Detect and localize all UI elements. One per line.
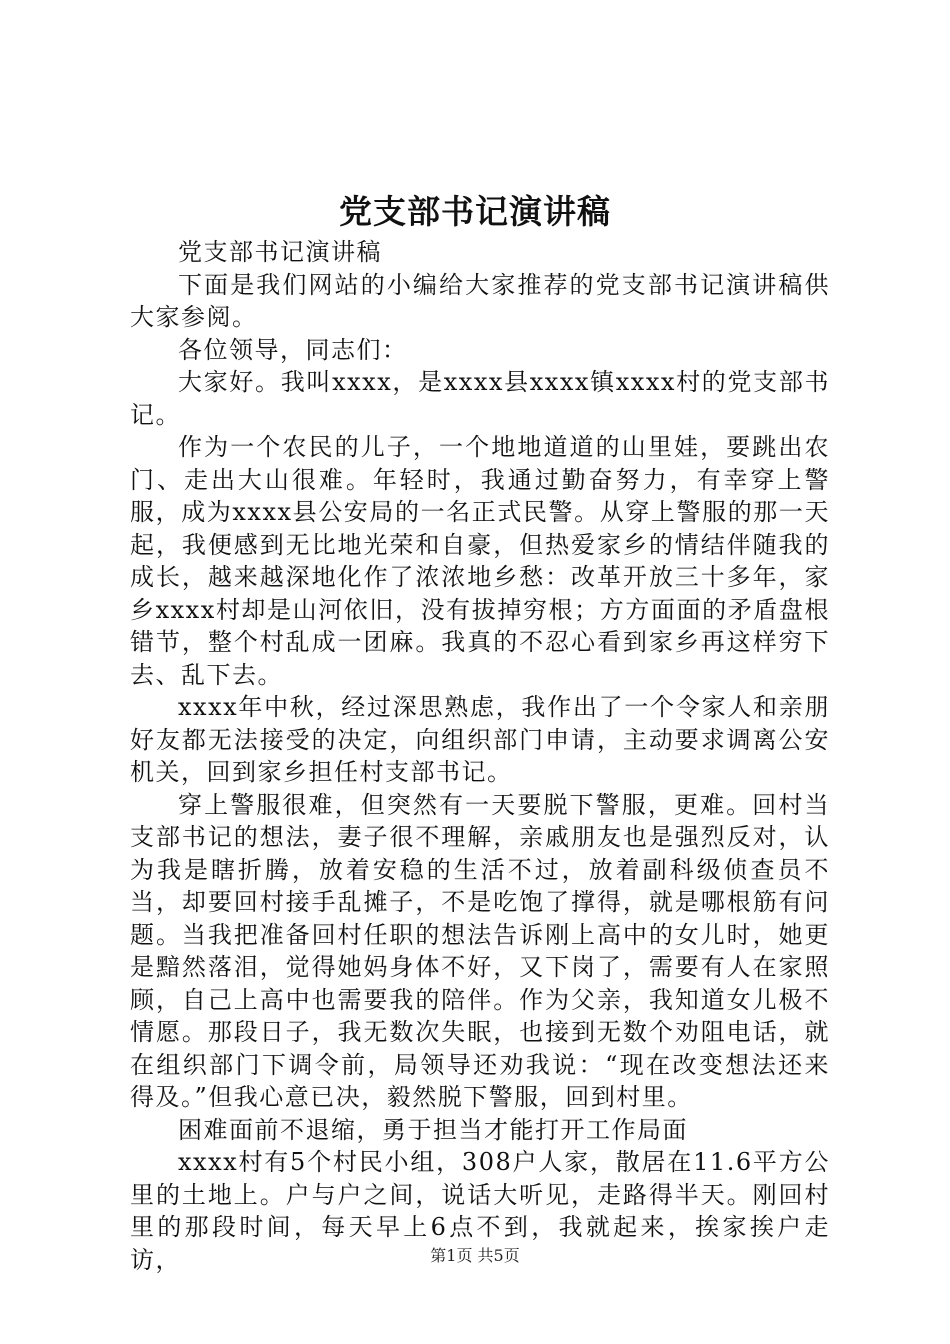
paragraph: 穿上警服很难，但突然有一天要脱下警服，更难。回村当支部书记的想法，妻子很不理解，亲戚朋友也是强烈反对，认为我是瞎折腾，放着安稳的生活不过，放着副科级侦查员不当，却要回村接手乱摊子，不是吃饱了撑得，就是哪根筋有问题。当我把准备回村任职的想法告诉刚上高中的女儿时，她更是黯然落泪，觉得她妈身体不好，又下岗了，需要有人在家照顾，自己上高中也需要我的陪伴。作为父亲，我知道女儿极不情愿。那段日子，我无数次失眠，也接到无数个劝阻电话，就在组织部门下调令前，局领导还劝我说：“现在改变想法还来得及。”但我心意已决，毅然脱下警服，回到村里。	[130, 790, 830, 1111]
section-heading: 困难面前不退缩，勇于担当才能打开工作局面	[178, 1115, 688, 1144]
document-title: 党支部书记演讲稿	[339, 192, 611, 231]
paragraph: xxxx年中秋，经过深思熟虑，我作出了一个令家人和亲朋好友都无法接受的决定，向组织部门申请，主动要求调离公安机关，回到家乡担任村支部书记。	[130, 693, 830, 786]
paragraph: 大家好。我叫xxxx，是xxxx县xxxx镇xxxx村的党支部书记。	[130, 368, 830, 429]
paragraph: xxxx村有5个村民小组，308户人家，散居在11.6平方公里的土地上。户与户之间，说话大听见，走路得半天。刚回村里的那段时间，每天早上6点不到，我就起来，挨家挨户走访，	[130, 1148, 830, 1274]
paragraph: 下面是我们网站的小编给大家推荐的党支部书记演讲稿供大家参阅。	[130, 270, 830, 331]
document-body	[130, 236, 830, 1276]
paragraph: 党支部书记演讲稿	[178, 238, 382, 266]
page-number: 第1页 共5页	[430, 1246, 520, 1265]
paragraph: 各位领导，同志们：	[178, 335, 408, 364]
paragraph: 作为一个农民的儿子，一个地地道道的山里娃，要跳出农门、走出大山很难。年轻时，我通过勤奋努力，有幸穿上警服，成为xxxx县公安局的一名正式民警。从穿上警服的那一天起，我便感到无比地光荣和自豪，但热爱家乡的情结伴随我的成长，越来越深地化作了浓浓地乡愁：改革开放三十多年，家乡xxxx村却是山河依旧，没有拔掉穷根；方方面面的矛盾盘根错节，整个村乱成一团麻。我真的不忍心看到家乡再这样穷下去、乱下去。	[130, 433, 830, 689]
